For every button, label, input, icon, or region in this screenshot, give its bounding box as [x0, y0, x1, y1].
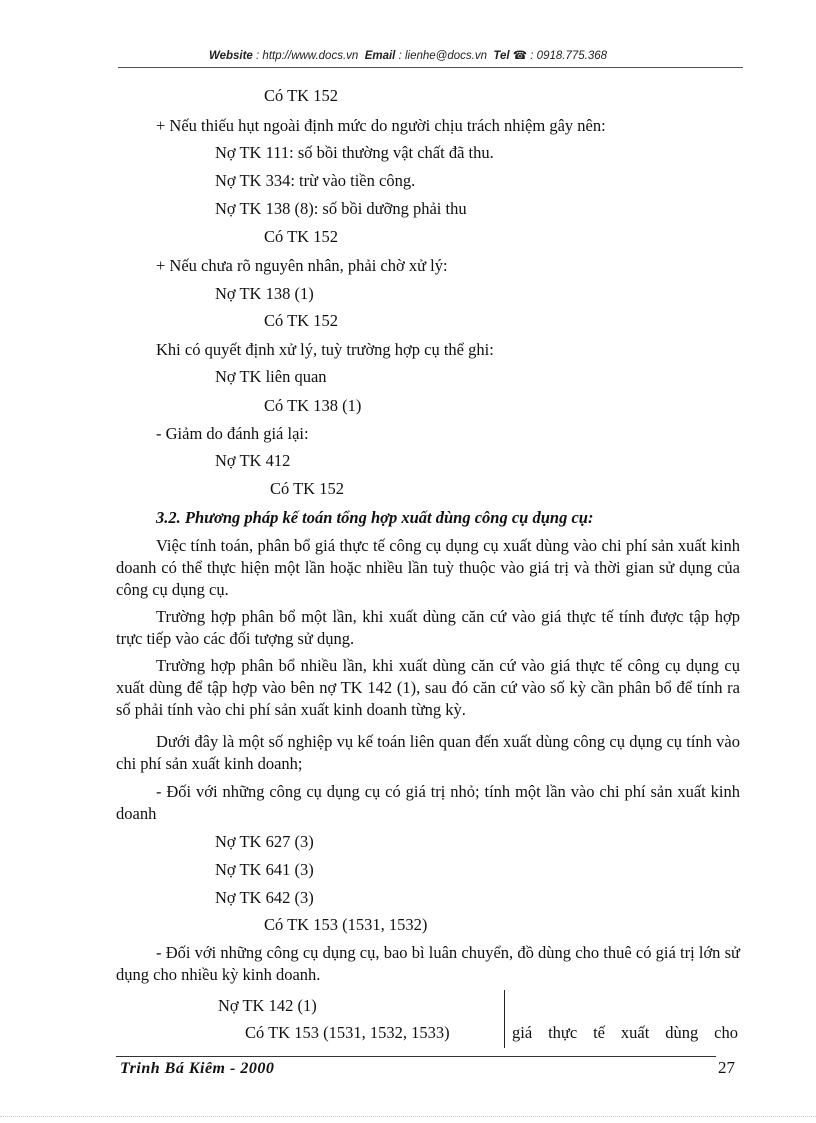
text-line: Khi có quyết định xử lý, tuỳ trường hợp cụ thể ghi:: [156, 340, 494, 359]
text-line: Nợ TK 138 (1): [215, 284, 314, 303]
paragraph: - Đối với những công cụ dụng cụ có giá trị nhỏ; tính một lần vào chi phí sản xuất kinh doanh: [116, 782, 740, 823]
phone-icon: ☎: [512, 50, 528, 62]
text-line: Có TK 152: [264, 86, 338, 105]
ledger-entry: Nợ TK 642 (3): [215, 888, 314, 907]
ledger-entry: Nợ TK 641 (3): [215, 860, 314, 879]
paragraph: Dưới đây là một số nghiệp vụ kế toán liên quan đến xuất dùng công cụ dụng cụ tính vào chi phí sản xuất kinh doanh;: [116, 732, 740, 773]
text-line: Nợ TK 412: [215, 451, 291, 470]
text-line: - Giảm do đánh giá lại:: [156, 424, 309, 443]
page-number: 27: [718, 1058, 735, 1077]
section-heading: 3.2. Phương pháp kế toán tổng hợp xuất dùng công cụ dụng cụ:: [156, 508, 594, 527]
ledger-entry: Có TK 153 (1531, 1532, 1533): [245, 1023, 450, 1042]
paragraph: Trường hợp phân bổ nhiều lần, khi xuất dùng căn cứ vào giá thực tế công cụ dụng cụ xuất dùng để tập hợp vào bên nợ TK 142 (1), sau đó căn cứ vào số kỳ cần phân bổ để tính ra số phải tính vào chi phí sản xuất kinh doanh từng kỳ.: [116, 656, 740, 719]
text-line: Nợ TK liên quan: [215, 367, 327, 386]
tel-label: Tel: [493, 50, 510, 62]
page-bottom-edge: [0, 1116, 816, 1117]
text-line: Có TK 152: [270, 479, 344, 498]
text-line: Có TK 152: [264, 227, 338, 246]
footer-divider: [116, 1056, 716, 1057]
ledger-entry: Có TK 153 (1531, 1532): [264, 915, 428, 934]
page-header: [0, 48, 816, 62]
header-divider: [118, 67, 743, 68]
text-line: + Nếu chưa rõ nguyên nhân, phải chờ xử lý:: [156, 256, 448, 275]
text-line: Nợ TK 111: số bồi thường vật chất đã thu.: [215, 143, 494, 162]
paragraph: - Đối với những công cụ dụng cụ, bao bì luân chuyển, đồ dùng cho thuê có giá trị lớn sử dụng cho nhiều kỳ kinh doanh.: [116, 943, 740, 984]
email-value: : lienhe@docs.vn: [398, 50, 487, 62]
ledger-note: giá thực tế xuất dùng cho: [512, 1023, 738, 1042]
text-line: Có TK 152: [264, 311, 338, 330]
ledger-entry: Nợ TK 627 (3): [215, 832, 314, 851]
ledger-entry: Nợ TK 142 (1): [218, 996, 317, 1015]
brace-divider: [504, 990, 505, 1048]
text-line: Nợ TK 138 (8): số bồi dưỡng phải thu: [215, 199, 467, 218]
website-value: : http://www.docs.vn: [256, 50, 359, 62]
footer-author: Trinh Bá Kiêm - 2000: [120, 1060, 275, 1077]
text-line: Nợ TK 334: trừ vào tiền công.: [215, 171, 416, 190]
paragraph: Trường hợp phân bổ một lần, khi xuất dùng căn cứ vào giá thực tế tính được tập hợp trực tiếp vào các đối tượng sử dụng.: [116, 607, 740, 648]
paragraph: Việc tính toán, phân bổ giá thực tế công cụ dụng cụ xuất dùng vào chi phí sản xuất kinh doanh có thể thực hiện một lần hoặc nhiều lần tuỳ thuộc vào giá trị và thời gian sử dụng của công cụ dụng cụ.: [116, 536, 740, 599]
email-label: Email: [364, 50, 396, 62]
website-label: Website: [208, 50, 253, 62]
text-line: Có TK 138 (1): [264, 396, 362, 415]
tel-value: : 0918.775.368: [530, 50, 608, 62]
text-line: + Nếu thiếu hụt ngoài định mức do người chịu trách nhiệm gây nên:: [156, 116, 606, 135]
